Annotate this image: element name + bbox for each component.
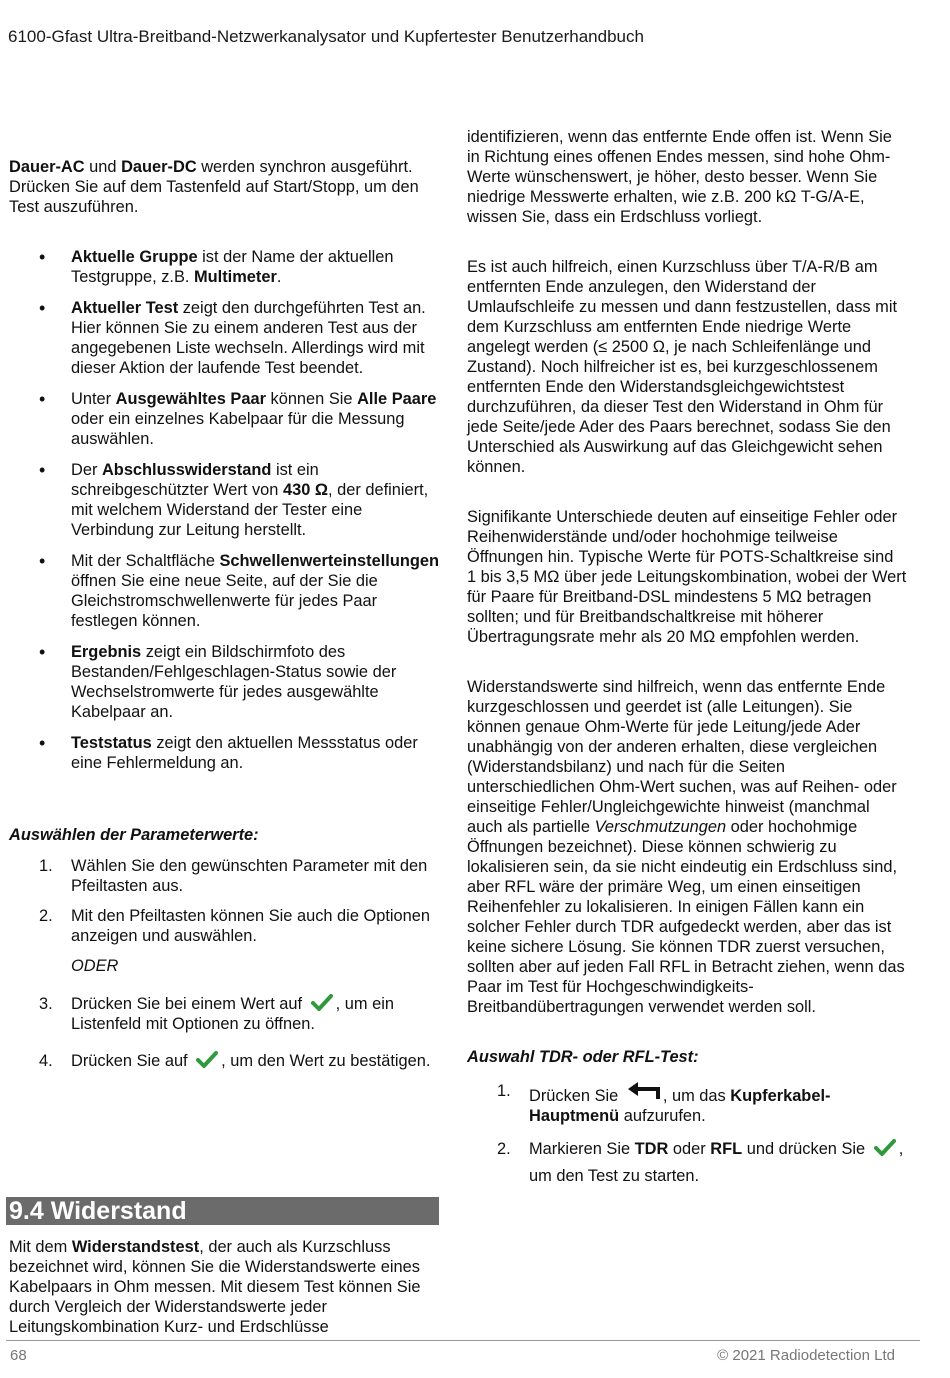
tdr-subheading: Auswahl TDR- oder RFL-Test: bbox=[467, 1048, 699, 1066]
document-header: 6100-Gfast Ultra-Breitband-Netzwerkanalysator und Kupfertester Benutzerhandbuch bbox=[8, 27, 644, 46]
intro-text: werden synchron ausgeführt. Drücken Sie auf dem Tastenfeld auf Start/Stopp, um den Test auszuführen. bbox=[9, 158, 419, 216]
list-item: • Der Abschlusswiderstand ist ein schreibgeschützter Wert von 430 Ω, der definiert, mit welchem Widerstand der Tester eine Verbindung zur Leitung herstellt. bbox=[9, 460, 441, 540]
list-item: • Aktueller Test zeigt den durchgeführten Test an. Hier können Sie zu einem anderen Test aus der angegebenen Liste wechseln. Allerdings wird mit dieser Aktion der laufende Test beendet. bbox=[9, 298, 441, 378]
paragraph: Signifikante Unterschiede deuten auf einseitige Fehler oder Reihenwiderstände und/oder hochohmige teilweise Öffnungen hin. Typische Werte für POTS-Schaltkreise sind 1 bis 3,5 MΩ über jede Leitungskombination, wobei der Wert für Paare für Breitband-DSL mindestens 5 MΩ betragen sollten; und für Breitbandschaltkreise mit höherer Übertragungsrate mehr als 20 MΩ empfohlen werden. bbox=[467, 508, 907, 646]
copyright-notice: © 2021 Radiodetection Ltd bbox=[717, 1347, 895, 1364]
step-item: 1. Wählen Sie den gewünschten Parameter mit den Pfeiltasten aus. bbox=[39, 857, 428, 895]
paragraph: Widerstandswerte sind hilfreich, wenn das entfernte Ende kurzgeschlossen und geerdet ist (alle Leitungen). Sie können genaue Ohm-Werte für jede Leitung/jede Ader unabhängig von der anderen erhalten, diese vergleichen (Widerstandsbilanz) und nach für die Seiten unterschiedlichen Ohm-Wert suchen, was auf Reihen- oder einseitige Fehler/Ungleichgewichte hinweist (manchmal auch als partielle Verschmutzungen oder hochohmige Öffnungen bezeichnet). Diese können schwierig zu lokalisieren sein, da sie nicht eindeutig ein Erdschluss sind, aber RFL wäre der primäre Weg, um einen einseitigen Reihenfehler zu lokalisieren. In einigen Fällen kann ein solcher Fehler durch TDR aufgedeckt werden, aber das ist keine sichere Lösung. Sie können TDR zuerst versuchen, sollten aber auf jeden Fall RFL in Betracht ziehen, wenn das Paar im Test für Hochgeschwindigkeits-Breitbandübertragungen verwendet werden soll. bbox=[467, 678, 905, 1016]
list-item: • Unter Ausgewähltes Paar können Sie Alle Paare oder ein einzelnes Kabelpaar für die Messung auswählen. bbox=[9, 389, 441, 449]
footer-divider bbox=[6, 1340, 920, 1341]
check-icon bbox=[311, 994, 333, 1011]
tdr-steps-list bbox=[467, 1081, 907, 1190]
list-item: • Ergebnis zeigt ein Bildschirmfoto des Bestanden/Fehlgeschlagen-Status sowie der Wechselstromwerte für jedes ausgewählte Kabelpaar an. bbox=[9, 642, 441, 722]
step-item: 1. Drücken Sie , um das Kupferkabel-Hauptmenü aufzurufen. bbox=[497, 1082, 831, 1125]
intro-text: und bbox=[84, 158, 122, 176]
check-icon bbox=[874, 1139, 896, 1156]
list-item: • Teststatus zeigt den aktuellen Messstatus oder eine Fehlermeldung an. bbox=[9, 733, 441, 773]
field-description-list bbox=[9, 247, 441, 773]
list-item: • Aktuelle Gruppe ist der Name der aktuellen Testgruppe, z.B. Multimeter. bbox=[9, 247, 441, 287]
intro-term-ac: Dauer-AC bbox=[9, 158, 85, 176]
paragraph: Es ist auch hilfreich, einen Kurzschluss über T/A-R/B am entfernten Ende anzulegen, den Widerstand der Umlaufschleife zu messen und dann festzustellen, dass mit dem Kurzschluss am entfernten Ende niedrige Werte angelegt werden (≤ 2500 Ω, je nach Schleifenlänge und Zustand). Noch hilfreicher ist es, bei kurzgeschlossenem entfernten Ende den Widerstandsgleichgewichtstest durchzuführen, da dieser Test den Widerstand in Ohm für jede Seite/jede Ader des Paars berechnet, sodass Sie den Unterschied als Auswirkung auf das Gleichgewicht sehen können. bbox=[467, 258, 898, 476]
back-arrow-icon bbox=[627, 1081, 661, 1101]
section-intro-paragraph: Mit dem Widerstandstest, der auch als Kurzschluss bezeichnet wird, können Sie die Widerstandswerte eines Kabelpaars in Ohm messen. Mit diesem Test können Sie durch Vergleich der Widerstandswerte jeder Leitungskombination Kurz- und Erdschlüsse bbox=[9, 1238, 421, 1336]
left-column bbox=[9, 157, 441, 1071]
page-number: 68 bbox=[10, 1347, 27, 1364]
intro-term-dc: Dauer-DC bbox=[121, 158, 197, 176]
params-steps-list bbox=[9, 856, 441, 1071]
paragraph: identifizieren, wenn das entfernte Ende offen ist. Wenn Sie in Richtung eines offenen Endes messen, sind hohe Ohm-Werte wünschenswert, je höher, desto besser. Wenn Sie niedrige Messwerte erhalten, wie z.B. 200 kΩ T-G/A-E, wissen Sie, dass ein Erdschluss vorliegt. bbox=[467, 128, 892, 226]
step-item: 3. Drücken Sie bei einem Wert auf , um ein Listenfeld mit Optionen zu öffnen. bbox=[39, 995, 394, 1033]
right-column bbox=[467, 127, 907, 1190]
step-item: 2. Mit den Pfeiltasten können Sie auch die Optionen anzeigen und auswählen. ODER bbox=[9, 906, 441, 976]
list-item: • Mit der Schaltfläche Schwellenwerteinstellungen öffnen Sie eine neue Seite, auf der Sie die Gleichstromschwellenwerte für jedes Paar festlegen können. bbox=[9, 551, 441, 631]
check-icon bbox=[196, 1051, 218, 1068]
intro-paragraph bbox=[9, 157, 441, 217]
step-item: 4. Drücken Sie auf , um den Wert zu bestätigen. bbox=[39, 1052, 431, 1070]
step-item: 2. Markieren Sie TDR oder RFL und drücken Sie , um den Test zu starten. bbox=[497, 1140, 904, 1185]
params-subheading: Auswählen der Parameterwerte: bbox=[9, 826, 259, 844]
section-heading: 9.4 Widerstand bbox=[6, 1197, 439, 1225]
or-label: ODER bbox=[71, 957, 119, 975]
